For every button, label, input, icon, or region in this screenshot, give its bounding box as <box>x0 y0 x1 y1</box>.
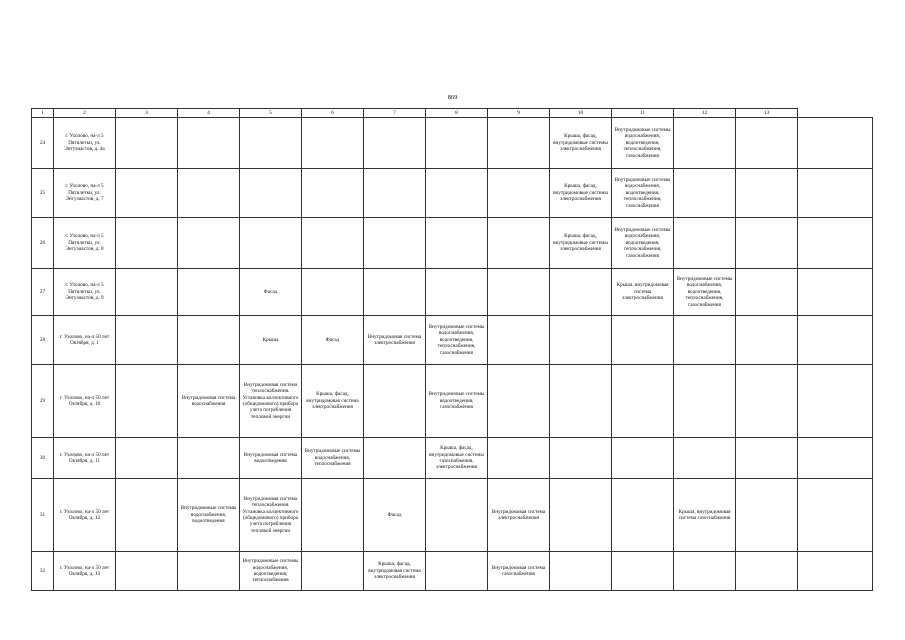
work-cell <box>178 316 240 365</box>
work-cell <box>116 118 178 169</box>
header-row <box>32 109 873 118</box>
row-number-cell-text: 25 <box>39 189 46 196</box>
work-cell <box>798 169 873 218</box>
work-cell <box>426 316 488 365</box>
address-cell-text: г. Ухолово, на-л 50 лет Октября, д. 11 <box>59 451 110 464</box>
work-cell-text: Внутридомовые системы водоснабжения, водоотведения, теплоснабжения <box>242 558 299 584</box>
work-cell <box>550 552 612 591</box>
table-row <box>32 479 873 552</box>
row-number-cell <box>32 552 54 591</box>
work-cell-text: Внутридомовая система теплоснабжения. Установка коллективного (общедомового) прибора учета потребления тепловой энергии <box>242 495 299 534</box>
work-cell <box>364 365 426 438</box>
work-cell <box>798 552 873 591</box>
work-cell-text: Внутридомовые системы водоснабжения, теплоснабжения <box>304 448 361 468</box>
address-cell-text: г. Ухолово, на-л 5 Пятилетки, ул. Энтузиастов, д. 8 <box>65 233 104 253</box>
work-cell <box>488 218 550 269</box>
work-cell <box>612 169 674 218</box>
work-cell <box>364 438 426 479</box>
work-cell <box>488 169 550 218</box>
work-cell-text: Внутридомовые системы водоотведения, газоснабжения <box>428 391 485 411</box>
table-row <box>32 218 873 269</box>
column-header: 6 <box>302 109 364 118</box>
column-header: 1 <box>32 109 54 118</box>
work-cell-text: Внутридомовая система газоснабжения <box>491 564 546 577</box>
row-number-cell <box>32 118 54 169</box>
work-cell <box>736 316 798 365</box>
work-cell <box>612 365 674 438</box>
work-cell <box>426 552 488 591</box>
row-number-cell <box>32 438 54 479</box>
work-cell-text: Фасад <box>325 336 340 343</box>
work-cell <box>302 218 364 269</box>
address-cell-text: г. Ухолово, на-л 50 лет Октября, д. 12 <box>59 508 110 521</box>
table-row <box>32 316 873 365</box>
work-cell <box>736 438 798 479</box>
work-cell <box>798 479 873 552</box>
address-cell <box>54 269 116 316</box>
work-cell <box>550 118 612 169</box>
address-cell <box>54 218 116 269</box>
works-schedule-table <box>31 108 873 591</box>
work-cell-text: Внутридомовые системы водоснабжения, водоотведения, теплоснабжения, газоснабжения <box>614 226 671 259</box>
column-header: 7 <box>364 109 426 118</box>
work-cell <box>736 269 798 316</box>
address-cell <box>54 552 116 591</box>
work-cell <box>240 479 302 552</box>
work-cell <box>612 118 674 169</box>
work-cell <box>550 479 612 552</box>
work-cell <box>674 552 736 591</box>
work-cell-text: Внутридомовые системы водоснабжения, водоотведения, теплоснабжения, газоснабжения <box>676 275 733 308</box>
work-cell <box>798 438 873 479</box>
work-cell <box>116 169 178 218</box>
work-cell <box>240 438 302 479</box>
work-cell <box>302 316 364 365</box>
work-cell-text: Крыша, фасад, внутридомовые системы электроснабжения <box>553 183 608 203</box>
work-cell <box>550 316 612 365</box>
work-cell <box>550 169 612 218</box>
work-cell-text: Внутридомовая система теплоснабжения. Установка коллективного (общедомового) прибора учета потребления тепловой энергии <box>242 381 299 420</box>
work-cell <box>488 552 550 591</box>
work-cell <box>488 316 550 365</box>
address-cell-text: г. Ухолово, на-л 5 Пятилетки, ул. Энтузиастов, д. 4а <box>64 133 105 153</box>
work-cell <box>736 479 798 552</box>
work-cell <box>798 269 873 316</box>
work-cell-text: Крыша, фасад, внутридомовая система электроснабжения <box>306 391 359 411</box>
work-cell <box>736 118 798 169</box>
work-cell-text: Фасад <box>263 288 278 295</box>
work-cell <box>116 218 178 269</box>
row-number-cell-text: 27 <box>39 288 46 295</box>
work-cell <box>798 218 873 269</box>
work-cell <box>116 316 178 365</box>
work-cell <box>178 269 240 316</box>
work-cell-text: Крыша <box>262 336 279 343</box>
work-cell <box>116 438 178 479</box>
work-cell <box>240 169 302 218</box>
work-cell-text: Внутридомовые системы водоснабжения, водоотведения, теплоснабжения, газоснабжения <box>428 323 485 356</box>
table-row <box>32 118 873 169</box>
work-cell <box>612 218 674 269</box>
address-cell <box>54 118 116 169</box>
row-number-cell <box>32 218 54 269</box>
work-cell-text: Крыша, внутридомовая система электроснабжения <box>616 282 669 302</box>
address-cell-text: г. Ухолово, на-л 50 лет Октября, д. 10 <box>59 394 110 407</box>
work-cell <box>364 269 426 316</box>
work-cell <box>612 552 674 591</box>
work-cell <box>550 269 612 316</box>
work-cell <box>426 118 488 169</box>
work-cell <box>240 118 302 169</box>
row-number-cell <box>32 479 54 552</box>
row-number-cell-text: 28 <box>39 336 46 343</box>
work-cell <box>116 365 178 438</box>
column-header: 12 <box>674 109 736 118</box>
work-cell <box>612 269 674 316</box>
table-row <box>32 552 873 591</box>
work-cell <box>488 438 550 479</box>
work-cell <box>116 479 178 552</box>
work-cell <box>178 169 240 218</box>
column-header: 13 <box>736 109 798 118</box>
work-cell <box>736 552 798 591</box>
work-cell-text: Внутридомовая система водоснабжения <box>181 394 236 407</box>
row-number-cell <box>32 269 54 316</box>
work-cell-text: Фасад <box>387 511 402 518</box>
column-header: 8 <box>426 109 488 118</box>
address-cell <box>54 316 116 365</box>
work-cell <box>736 169 798 218</box>
table-row <box>32 365 873 438</box>
work-cell <box>178 118 240 169</box>
table-row <box>32 169 873 218</box>
work-cell <box>674 118 736 169</box>
work-cell <box>116 269 178 316</box>
work-cell <box>302 479 364 552</box>
column-header: 3 <box>116 109 178 118</box>
work-cell <box>674 218 736 269</box>
row-number-cell-text: 29 <box>39 397 46 404</box>
work-cell <box>364 316 426 365</box>
work-cell <box>674 438 736 479</box>
column-header: 4 <box>178 109 240 118</box>
column-header: 5 <box>240 109 302 118</box>
work-cell-text: Крыша, фасад, внутридомовая система электроснабжения <box>368 561 421 581</box>
work-cell <box>302 552 364 591</box>
work-cell <box>240 218 302 269</box>
column-header: 11 <box>612 109 674 118</box>
work-cell <box>364 118 426 169</box>
work-cell-text: Внутридомовая система электроснабжения <box>491 508 546 521</box>
work-cell <box>736 218 798 269</box>
row-number-cell-text: 24 <box>39 139 46 146</box>
work-cell <box>240 269 302 316</box>
column-header: 2 <box>54 109 116 118</box>
work-cell <box>426 269 488 316</box>
row-number-cell <box>32 316 54 365</box>
row-number-cell-text: 31 <box>39 511 46 518</box>
address-cell-text: г. Ухолово, на-л 50 лет Октября, д. 1 <box>59 333 110 346</box>
work-cell <box>302 169 364 218</box>
work-cell <box>612 479 674 552</box>
work-cell-text: Внутридомовая система водоотведения <box>243 451 298 464</box>
work-cell <box>116 552 178 591</box>
work-cell <box>178 218 240 269</box>
work-cell <box>736 365 798 438</box>
work-cell <box>612 438 674 479</box>
work-cell-text: Крыша, фасад, внутридомовые системы электроснабжения <box>553 233 608 253</box>
row-number-cell <box>32 365 54 438</box>
work-cell <box>426 218 488 269</box>
work-cell <box>364 218 426 269</box>
work-cell <box>178 365 240 438</box>
work-cell <box>240 316 302 365</box>
row-number-cell <box>32 169 54 218</box>
work-cell <box>550 218 612 269</box>
work-cell <box>488 269 550 316</box>
column-header: 9 <box>488 109 550 118</box>
work-cell <box>550 365 612 438</box>
work-cell <box>674 365 736 438</box>
work-cell <box>178 479 240 552</box>
work-cell-text: Внутридомовая система электроснабжения <box>367 333 422 346</box>
work-cell <box>426 438 488 479</box>
work-cell <box>798 316 873 365</box>
work-cell <box>426 169 488 218</box>
address-cell <box>54 438 116 479</box>
work-cell <box>674 316 736 365</box>
work-cell <box>674 169 736 218</box>
work-cell <box>302 269 364 316</box>
work-cell <box>364 552 426 591</box>
page-number: 869 <box>447 94 458 101</box>
work-cell <box>426 365 488 438</box>
work-cell <box>488 118 550 169</box>
work-cell <box>364 479 426 552</box>
work-cell-text: Внутридомовые системы водоснабжения, водоотведения <box>180 505 237 525</box>
address-cell-text: г. Ухолово, на-л 5 Пятилетки, ул. Энтузиастов, д. 9 <box>65 282 104 302</box>
table-row <box>32 438 873 479</box>
work-cell <box>240 365 302 438</box>
work-cell <box>674 479 736 552</box>
work-cell-text: Крыша, фасад, внутридомовые системы электроснабжения <box>553 133 608 153</box>
address-cell <box>54 365 116 438</box>
work-cell <box>674 269 736 316</box>
address-cell-text: г. Ухолово, на-л 50 лет Октября, д. 13 <box>59 564 110 577</box>
work-cell <box>302 118 364 169</box>
work-cell-text: Крыша, внутридомовая система газоснабжения <box>678 508 731 521</box>
work-cell <box>488 365 550 438</box>
work-cell <box>612 316 674 365</box>
work-cell <box>488 479 550 552</box>
work-cell-text: Крыша, фасад, внутридомовые системы газоснабжения, электроснабжения <box>429 445 484 471</box>
work-cell <box>550 438 612 479</box>
work-cell <box>302 438 364 479</box>
table-row <box>32 269 873 316</box>
work-cell <box>364 169 426 218</box>
row-number-cell-text: 30 <box>39 454 46 461</box>
work-cell <box>178 552 240 591</box>
work-cell <box>798 118 873 169</box>
column-header: 10 <box>550 109 612 118</box>
work-cell <box>798 365 873 438</box>
work-cell <box>240 552 302 591</box>
work-cell-text: Внутридомовые системы водоснабжения, водоотведения, теплоснабжения, газоснабжения <box>614 176 671 209</box>
row-number-cell-text: 32 <box>39 567 46 574</box>
address-cell <box>54 479 116 552</box>
address-cell <box>54 169 116 218</box>
work-cell <box>178 438 240 479</box>
work-cell <box>302 365 364 438</box>
work-cell-text: Внутридомовые системы водоснабжения, водоотведения, теплоснабжения, газоснабжения <box>614 126 671 159</box>
row-number-cell-text: 26 <box>39 239 46 246</box>
address-cell-text: г. Ухолово, на-л 5 Пятилетки, ул. Энтузиастов, д. 7 <box>65 183 104 203</box>
work-cell <box>426 479 488 552</box>
